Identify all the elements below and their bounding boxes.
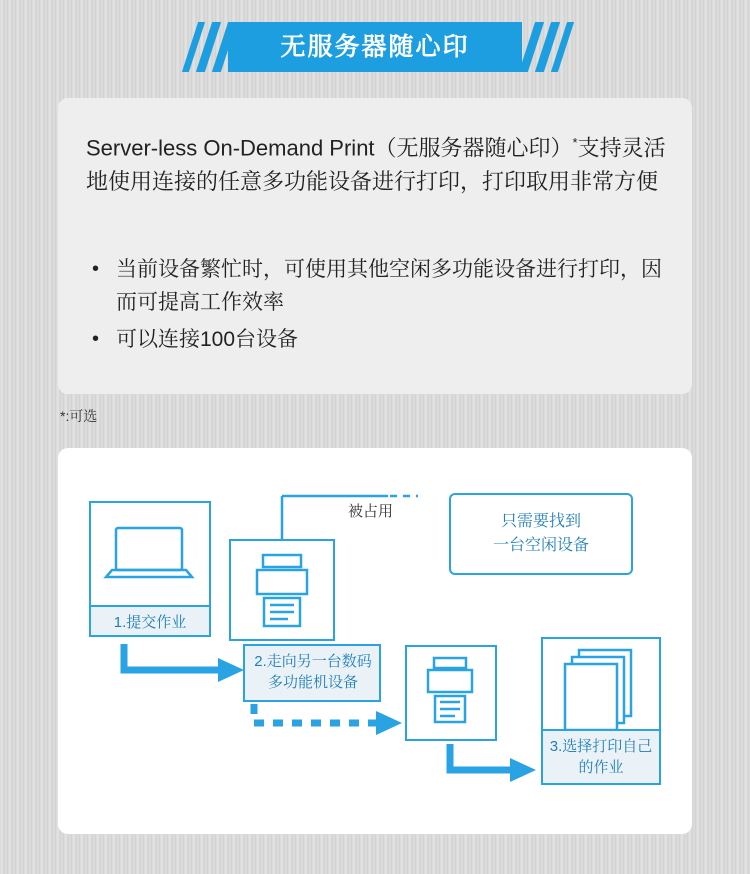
banner xyxy=(0,22,750,72)
feature-lead-rest: 支持灵活地使用连接的任意多功能设备进行打印，打印取用非常方便 xyxy=(86,135,666,195)
feature-lead-asterisk: * xyxy=(572,135,578,150)
busy-label: 被占用 xyxy=(348,503,394,520)
arrow-head-2 xyxy=(376,711,402,735)
list-item: • 可以连接100台设备 xyxy=(86,323,676,356)
step3-label: 3.选择打印自己的作业 xyxy=(549,738,653,776)
step2-label: 2.走向另一台数码多功能机设备 xyxy=(254,653,372,691)
feature-bullet-list xyxy=(86,253,676,360)
callout-line-2: 一台空闲设备 xyxy=(492,537,589,554)
feature-lead-paragraph xyxy=(86,126,671,199)
callout-box xyxy=(450,494,632,574)
arrow-step2-to-printer xyxy=(254,704,376,723)
arrow-head-1 xyxy=(218,658,244,682)
workflow-diagram-card xyxy=(58,448,692,834)
banner-title: 无服务器随心印 xyxy=(280,33,470,61)
feature-text-card xyxy=(58,98,692,394)
callout-line-1: 只需要找到 xyxy=(500,513,581,530)
footnote: *:可选 xyxy=(60,408,98,424)
arrow-printer-to-documents xyxy=(450,744,510,770)
list-item: • 当前设备繁忙时，可使用其他空闲多功能设备进行打印，因而可提高工作效率 xyxy=(86,253,676,319)
arrow-head-3 xyxy=(510,758,536,782)
documents-icon xyxy=(565,650,631,730)
arrow-step1-to-step2 xyxy=(124,644,218,670)
feature-lead-main: Server-less On-Demand Print（无服务器随心印） xyxy=(86,135,573,161)
step1-label: 1.提交作业 xyxy=(113,614,187,631)
